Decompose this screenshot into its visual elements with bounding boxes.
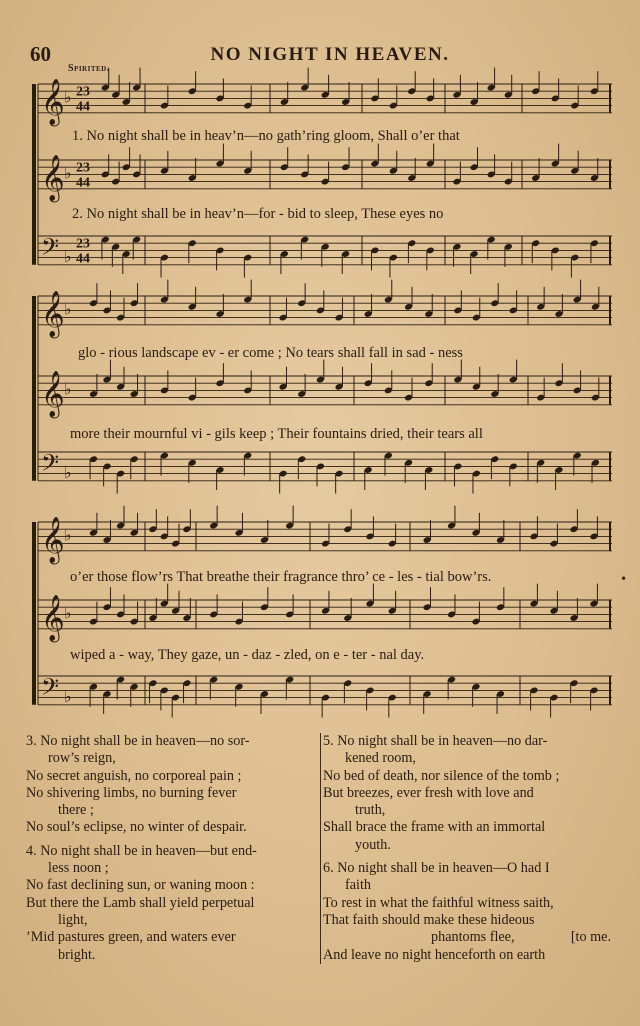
verse-line: No soul’s eclipse, no winter of despair. <box>26 819 247 836</box>
verse-line-turnover: [to me. <box>570 929 611 946</box>
time-signature-top: 23 <box>76 160 90 176</box>
verse-line: 3. No night shall be in heaven—no sor- <box>26 733 250 749</box>
lyric-line-1: 1. No night shall be in heav’n—no gath’ring gloom, Shall o’er that <box>72 128 460 144</box>
lyric-line-2: 2. No night shall be in heav’n—for - bid to sleep, These eyes no <box>72 206 444 222</box>
verse-line: Shall brace the frame with an immortal <box>323 819 546 836</box>
verse-line: But there the Lamb shall yield perpetual <box>26 894 255 911</box>
bass-clef: 𝄢 <box>41 449 60 483</box>
treble-clef: 𝄞 <box>41 290 65 337</box>
treble-clef: 𝄞 <box>41 516 65 563</box>
verse-line: bright. <box>58 946 96 963</box>
verse-line-pair <box>323 929 617 946</box>
treble-clef: 𝄞 <box>41 78 65 125</box>
verse-line: No shivering limbs, no burning fever <box>26 784 237 801</box>
treble-clef: 𝄞 <box>41 154 65 201</box>
verse-line: But breezes, ever fresh with love and <box>323 784 534 801</box>
verse-line: faith <box>345 877 371 894</box>
flat-sign: ♭ <box>64 89 72 107</box>
verse-line: youth. <box>355 836 391 853</box>
page-title: NO NIGHT IN HEAVEN. <box>210 44 450 65</box>
flat-sign: ♭ <box>64 464 72 482</box>
verse-3 <box>26 733 316 837</box>
lyric-line-6: wiped a - way, They gaze, un - daz - zled, on e - ter - nal day. <box>70 647 425 663</box>
verse-line: kened room, <box>345 750 416 767</box>
page-number: 60 <box>30 42 51 66</box>
lyric-line-5: o’er those flow’rs That breathe their fragrance thro’ ce - les - tial bow’rs. <box>70 569 492 585</box>
verse-line: That faith should make these hideous <box>323 911 535 928</box>
verse-4 <box>26 843 316 964</box>
time-signature-top: 23 <box>76 84 90 100</box>
tempo-marking: Spirited. <box>68 63 110 74</box>
treble-clef: 𝄞 <box>41 370 65 417</box>
flat-sign: ♭ <box>64 248 72 266</box>
time-signature-top: 23 <box>76 236 90 252</box>
lyric-line-3: glo - rious landscape ev - er come ; No tears shall fall in sad - ness <box>78 345 463 361</box>
verse-line: less noon ; <box>48 860 109 877</box>
verse-line: 5. No night shall be in heaven—no dar- <box>323 733 548 749</box>
verse-5 <box>323 733 617 854</box>
verse-line: And leave no night henceforth on earth <box>323 946 546 963</box>
verse-line: row’s reign, <box>48 750 116 767</box>
verse-6 <box>323 860 617 964</box>
flat-sign: ♭ <box>64 381 72 399</box>
verse-line: No fast declining sun, or waning moon : <box>26 877 255 894</box>
verse-line: To rest in what the faithful witness saith, <box>323 894 554 911</box>
lyric-line-4: more their mournful vi - gils keep ; Their fountains dried, their tears all <box>70 426 483 442</box>
flat-sign: ♭ <box>64 605 72 623</box>
verse-line: 4. No night shall be in heaven—but end- <box>26 842 257 859</box>
treble-clef: 𝄞 <box>41 594 65 641</box>
verse-line: truth, <box>355 802 386 819</box>
bass-clef: 𝄢 <box>41 673 60 707</box>
flat-sign: ♭ <box>64 301 72 319</box>
verse-line: light, <box>58 911 88 928</box>
verse-line: ’Mid pastures green, and waters ever <box>26 929 236 946</box>
verses-right-column <box>320 733 617 964</box>
verse-line: 6. No night shall be in heaven—O had I <box>323 860 550 877</box>
flat-sign: ♭ <box>64 165 72 183</box>
verse-line: No bed of death, nor silence of the tomb ; <box>323 767 560 784</box>
verses-left-column <box>26 733 316 964</box>
margin-mark: • <box>621 572 626 587</box>
time-signature-bottom: 44 <box>76 175 90 191</box>
flat-sign: ♭ <box>64 527 72 545</box>
time-signature-bottom: 44 <box>76 251 90 267</box>
verse-line: No secret anguish, no corporeal pain ; <box>26 767 242 784</box>
bass-clef: 𝄢 <box>41 233 60 267</box>
verse-line: there ; <box>58 802 94 819</box>
flat-sign: ♭ <box>64 688 72 706</box>
time-signature-bottom: 44 <box>76 99 90 115</box>
verse-line: phantoms flee, <box>431 929 515 946</box>
